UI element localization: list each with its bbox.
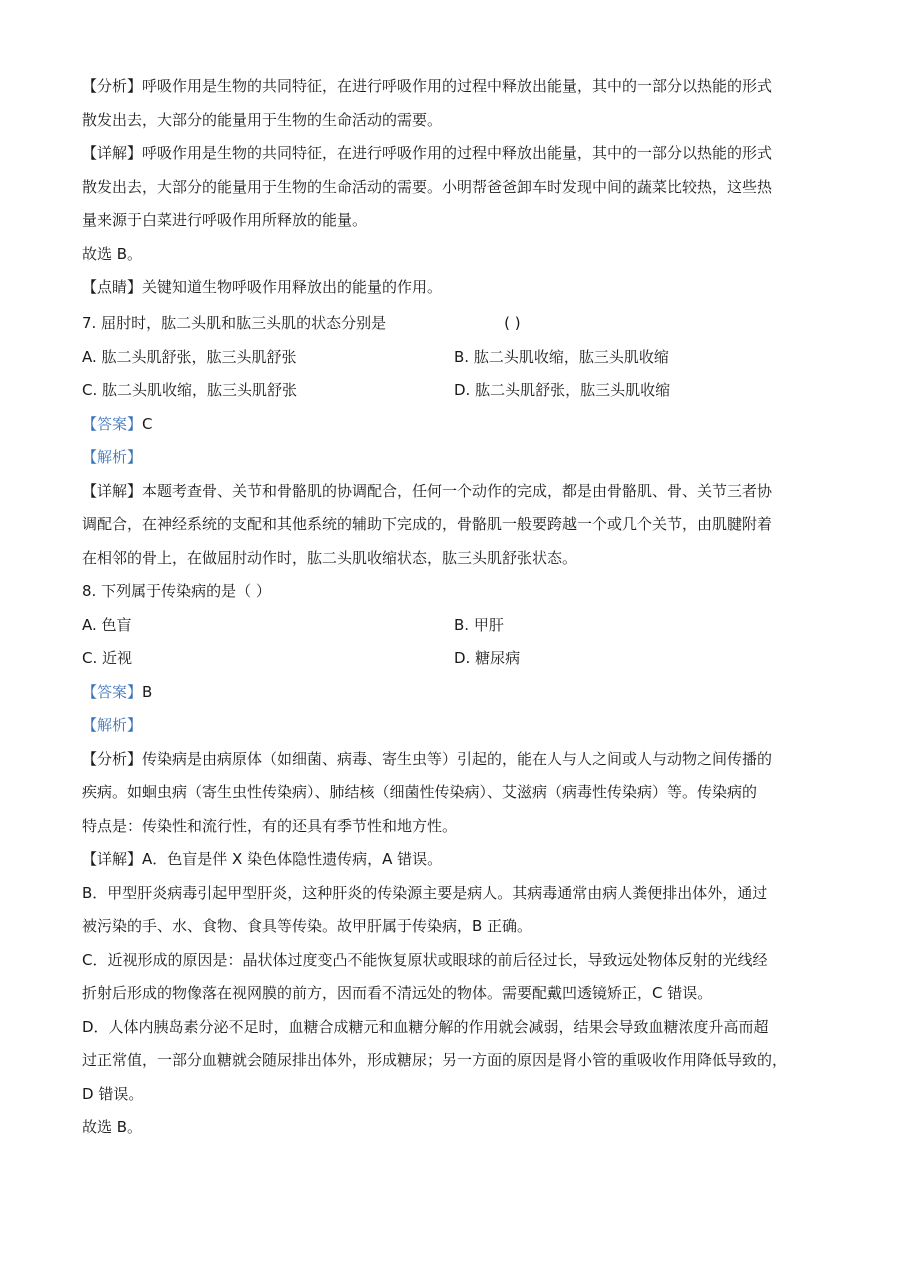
q6-comment: 【点睛】关键知道生物呼吸作用释放出的能量的作用。	[82, 278, 443, 296]
q8-conclusion: 故选 B。	[82, 1118, 143, 1136]
q7-stem: 7. 屈肘时，肱二头肌和肱三头肌的状态分别是 ( )	[82, 314, 521, 332]
q7-option-d: D. 肱二头肌舒张，肱三头肌收缩	[454, 381, 671, 399]
q7-detail-line-2: 调配合，在神经系统的支配和其他系统的辅助下完成的，骨骼肌一般要跨越一个或几个关节，由肌腱附着	[82, 515, 773, 533]
q8	[82, 575, 828, 1145]
q8-analysis-line-2: 疾病。如蛔虫病（寄生虫性传染病）、肺结核（细菌性传染病）、艾滋病（病毒性传染病）等。传染病的	[82, 783, 758, 801]
analysis-label: 【分析】	[82, 77, 143, 95]
q6-analysis-line-2: 散发出去，大部分的能量用于生物的生命活动的需要。	[82, 110, 443, 129]
q8-option-b: B. 甲肝	[454, 615, 504, 634]
comment-label: 【点睛】	[82, 278, 143, 296]
q8-detail-line-7: 过正常值，一部分血糖就会随尿排出体外，形成糖尿；另一方面的原因是肾小管的重吸收作用降低导致的，	[82, 1051, 788, 1069]
q8-options-row-2	[82, 642, 828, 676]
q7-option-c: C. 肱二头肌收缩，肱三头肌舒张	[82, 381, 298, 399]
q6-detail-line-1: 【详解】呼吸作用是生物的共同特征，在进行呼吸作用的过程中释放出能量，其中的一部分以热能的形式	[82, 144, 773, 162]
q8-detail-line-1: 【详解】A．色盲是伴 X 染色体隐性遗传病，A 错误。	[82, 850, 443, 868]
detail-label: 【详解】	[82, 481, 143, 500]
q7-detail-line-3: 在相邻的骨上，在做屈肘动作时，肱二头肌收缩状态，肱三头肌舒张状态。	[82, 548, 578, 567]
q7-option-a: A. 肱二头肌舒张，肱三头肌舒张	[82, 347, 297, 366]
q8-analysis-line-1: 【分析】传染病是由病原体（如细菌、病毒、寄生虫等）引起的，能在人与人之间或人与动物之间传播的	[82, 749, 773, 768]
answer-label: 【答案】	[82, 414, 143, 433]
detail-label: 【详解】	[82, 144, 143, 162]
q7-option-b: B. 肱二头肌收缩，肱三头肌收缩	[454, 347, 669, 366]
q7-answer-paren: ( )	[504, 314, 521, 332]
q8-detail-line-6: D．人体内胰岛素分泌不足时，血糖合成糖元和血糖分解的作用就会减弱，结果会导致血糖浓度升高而超	[82, 1017, 769, 1036]
q7-answer: 【答案】C	[82, 414, 153, 433]
analysis-label: 【分析】	[82, 749, 143, 768]
q6-detail-line-3: 量来源于白菜进行呼吸作用所释放的能量。	[82, 211, 368, 229]
q8-detail-line-8: D 错误。	[82, 1084, 144, 1103]
q8-analysis-line-3: 特点是：传染性和流行性，有的还具有季节性和地方性。	[82, 816, 458, 835]
q8-detail-line-2: B．甲型肝炎病毒引起甲型肝炎，这种肝炎的传染源主要是病人。其病毒通常由病人粪便排出体外，通过	[82, 883, 768, 902]
q8-stem: 8. 下列属于传染病的是（ ）	[82, 582, 271, 600]
q8-detail-line-3: 被污染的手、水、食物、食具等传染。故甲肝属于传染病，B 正确。	[82, 917, 533, 935]
q8-answer: 【答案】B	[82, 682, 153, 701]
q8-option-c: C. 近视	[82, 649, 133, 667]
q7-detail-line-1: 【详解】本题考查骨、关节和骨骼肌的协调配合，任何一个动作的完成，都是由骨骼肌、骨、关节三者协	[82, 481, 773, 500]
q8-options-row-1	[82, 609, 828, 643]
q6-detail-line-2: 散发出去，大部分的能量用于生物的生命活动的需要。小明帮爸爸卸车时发现中间的蔬菜比较热，这些热	[82, 177, 773, 196]
q8-detail-line-5: 折射后形成的物像落在视网膜的前方，因而看不清远处的物体。需要配戴凹透镜矫正，C 错误。	[82, 984, 713, 1002]
q7-options-row-1	[82, 341, 828, 375]
q7-explain-label: 【解析】	[82, 448, 143, 466]
q8-option-d: D. 糖尿病	[454, 649, 521, 667]
q8-detail-line-4: C．近视形成的原因是：晶状体过度变凸不能恢复原状或眼球的前后径过长，导致远处物体反射的光线经	[82, 950, 768, 969]
q6-explanation	[82, 70, 828, 305]
q6-analysis-line-1: 【分析】呼吸作用是生物的共同特征，在进行呼吸作用的过程中释放出能量，其中的一部分以热能的形式	[82, 77, 773, 95]
q7-options-row-2	[82, 374, 828, 408]
answer-label: 【答案】	[82, 682, 143, 701]
detail-label: 【详解】	[82, 850, 143, 868]
q8-explain-label: 【解析】	[82, 716, 143, 734]
q7	[82, 307, 828, 575]
q8-option-a: A. 色盲	[82, 615, 132, 634]
q6-conclusion: 故选 B。	[82, 244, 143, 263]
